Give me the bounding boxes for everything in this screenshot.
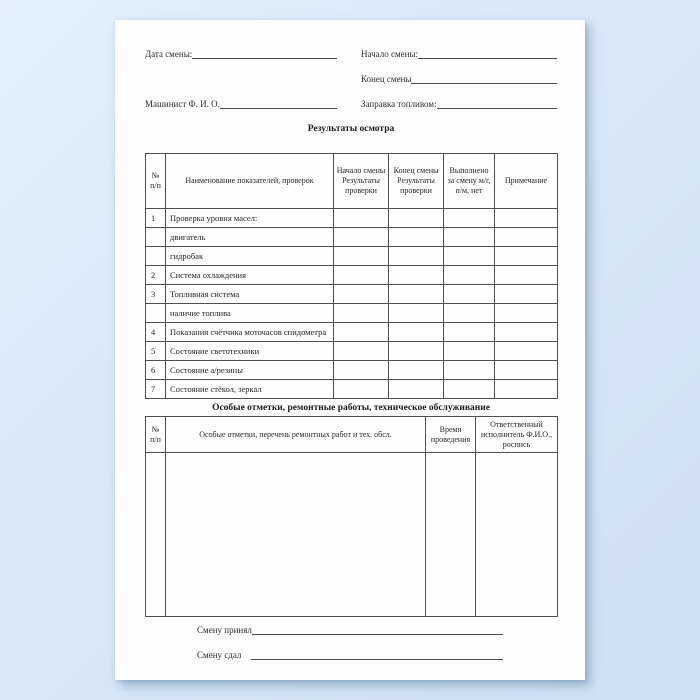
row-number-cell: 4 — [146, 323, 166, 342]
row-name-cell: наличие топлива — [166, 304, 334, 323]
header-cell-shift-start: Начало смены Результаты проверки — [334, 154, 389, 209]
operator-field — [145, 97, 337, 110]
empty-cell — [495, 380, 558, 399]
operator-fill-line — [220, 108, 337, 109]
row-name-cell: гидробак — [166, 247, 334, 266]
fuel-field — [361, 97, 557, 110]
row-name-cell: Показания счётчика моточасов спидометра — [166, 323, 334, 342]
empty-cell — [444, 285, 495, 304]
empty-cell — [444, 323, 495, 342]
inspection-table-body — [146, 209, 558, 399]
header-cell-responsible: Ответственный исполнитель Ф.И.О., роспись — [476, 417, 558, 453]
row-name-cell: Состояние стёкол, зеркал — [166, 380, 334, 399]
empty-cell — [495, 285, 558, 304]
empty-cell — [334, 266, 389, 285]
empty-cell — [476, 453, 558, 617]
empty-cell — [495, 266, 558, 285]
row-number-cell — [146, 228, 166, 247]
empty-cell — [389, 380, 444, 399]
inspection-section-title: Результаты осмотра — [307, 124, 395, 134]
header-cell-name: Наименование показателей, проверок — [166, 154, 334, 209]
maintenance-table — [145, 416, 558, 617]
empty-cell — [389, 361, 444, 380]
row-number-cell — [146, 247, 166, 266]
row-name-cell: Система охлаждения — [166, 266, 334, 285]
shift-handed-field — [197, 648, 503, 661]
table-header-row — [146, 417, 558, 453]
shift-accepted-label: Смену принял — [197, 625, 252, 635]
empty-cell — [389, 266, 444, 285]
empty-cell — [495, 323, 558, 342]
row-name-cell: двигатель — [166, 228, 334, 247]
shift-accepted-field — [197, 623, 503, 636]
table-header-row — [146, 154, 558, 209]
inspection-table — [145, 153, 558, 399]
empty-cell — [334, 380, 389, 399]
shift-start-fill-line — [418, 58, 557, 59]
table-row — [146, 304, 558, 323]
header-cell-shift-end: Конец смены Результаты проверки — [389, 154, 444, 209]
row-number-cell: 6 — [146, 361, 166, 380]
empty-cell — [444, 266, 495, 285]
shift-end-fill-line — [411, 83, 557, 84]
date-label: Дата смены: — [145, 49, 193, 59]
empty-cell — [495, 228, 558, 247]
maintenance-table-body — [146, 453, 558, 617]
empty-cell — [444, 228, 495, 247]
shift-start-field — [361, 47, 557, 60]
empty-cell — [495, 304, 558, 323]
empty-cell — [334, 209, 389, 228]
header-cell-note: Примечание — [495, 154, 558, 209]
header-cell-num: № п/п — [146, 154, 166, 209]
table-row — [146, 453, 558, 617]
fuel-label: Заправка топливом: — [361, 99, 437, 109]
shift-handed-fill-line — [251, 659, 503, 660]
row-name-cell: Проверка уровня масел: — [166, 209, 334, 228]
row-number-cell: 5 — [146, 342, 166, 361]
table-row — [146, 323, 558, 342]
table-row — [146, 266, 558, 285]
inspection-table-header — [146, 154, 558, 209]
empty-cell — [389, 323, 444, 342]
empty-cell — [444, 209, 495, 228]
form-content — [145, 47, 557, 661]
fuel-fill-line — [437, 108, 557, 109]
empty-cell — [334, 247, 389, 266]
row-number-cell: 3 — [146, 285, 166, 304]
date-fill-line — [192, 58, 337, 59]
shift-accepted-fill-line — [252, 634, 503, 635]
shift-end-label: Конец смены — [361, 74, 412, 84]
empty-cell — [334, 323, 389, 342]
empty-cell — [444, 361, 495, 380]
empty-cell — [495, 209, 558, 228]
operator-label: Машинист Ф. И. О. — [145, 99, 220, 109]
empty-cell — [146, 453, 166, 617]
table-row — [146, 228, 558, 247]
maintenance-section-title: Особые отметки, ремонтные работы, техническое обслуживание — [212, 403, 490, 413]
row-number-cell: 1 — [146, 209, 166, 228]
empty-cell — [389, 342, 444, 361]
spacer-cell — [145, 72, 337, 85]
empty-cell — [389, 209, 444, 228]
row-number-cell: 7 — [146, 380, 166, 399]
table-row — [146, 285, 558, 304]
table-row — [146, 247, 558, 266]
row-number-cell: 2 — [146, 266, 166, 285]
shift-handed-label: Смену сдал — [197, 650, 242, 660]
empty-cell — [495, 361, 558, 380]
empty-cell — [444, 342, 495, 361]
form-page — [115, 20, 585, 680]
header-cell-done: Выполнено за смену м/г, п/м, нет — [444, 154, 495, 209]
empty-cell — [389, 304, 444, 323]
empty-cell — [334, 304, 389, 323]
empty-cell — [166, 453, 426, 617]
header-cell-notes: Особые отметки, перечень ремонтных работ и тех. обсл. — [166, 417, 426, 453]
row-name-cell: Топливная система — [166, 285, 334, 304]
empty-cell — [495, 342, 558, 361]
header-cell-num: № п/п — [146, 417, 166, 453]
empty-cell — [389, 228, 444, 247]
maintenance-table-header — [146, 417, 558, 453]
empty-cell — [334, 361, 389, 380]
empty-cell — [334, 342, 389, 361]
table-row — [146, 380, 558, 399]
row-number-cell — [146, 304, 166, 323]
empty-cell — [444, 304, 495, 323]
row-name-cell: Состояние светотехники — [166, 342, 334, 361]
empty-cell — [389, 285, 444, 304]
empty-cell — [389, 247, 444, 266]
empty-cell — [426, 453, 476, 617]
field-row-2 — [145, 72, 557, 85]
field-row-1 — [145, 47, 557, 60]
empty-cell — [444, 380, 495, 399]
empty-cell — [334, 228, 389, 247]
signoff-block — [197, 623, 503, 661]
empty-cell — [444, 247, 495, 266]
header-cell-time: Время проведения — [426, 417, 476, 453]
shift-end-field — [361, 72, 557, 85]
empty-cell — [495, 247, 558, 266]
date-field — [145, 47, 337, 60]
row-name-cell: Состояние а/резины — [166, 361, 334, 380]
table-row — [146, 342, 558, 361]
table-row — [146, 209, 558, 228]
field-row-3 — [145, 97, 557, 110]
table-row — [146, 361, 558, 380]
shift-start-label: Начало смены: — [361, 49, 419, 59]
empty-cell — [334, 285, 389, 304]
